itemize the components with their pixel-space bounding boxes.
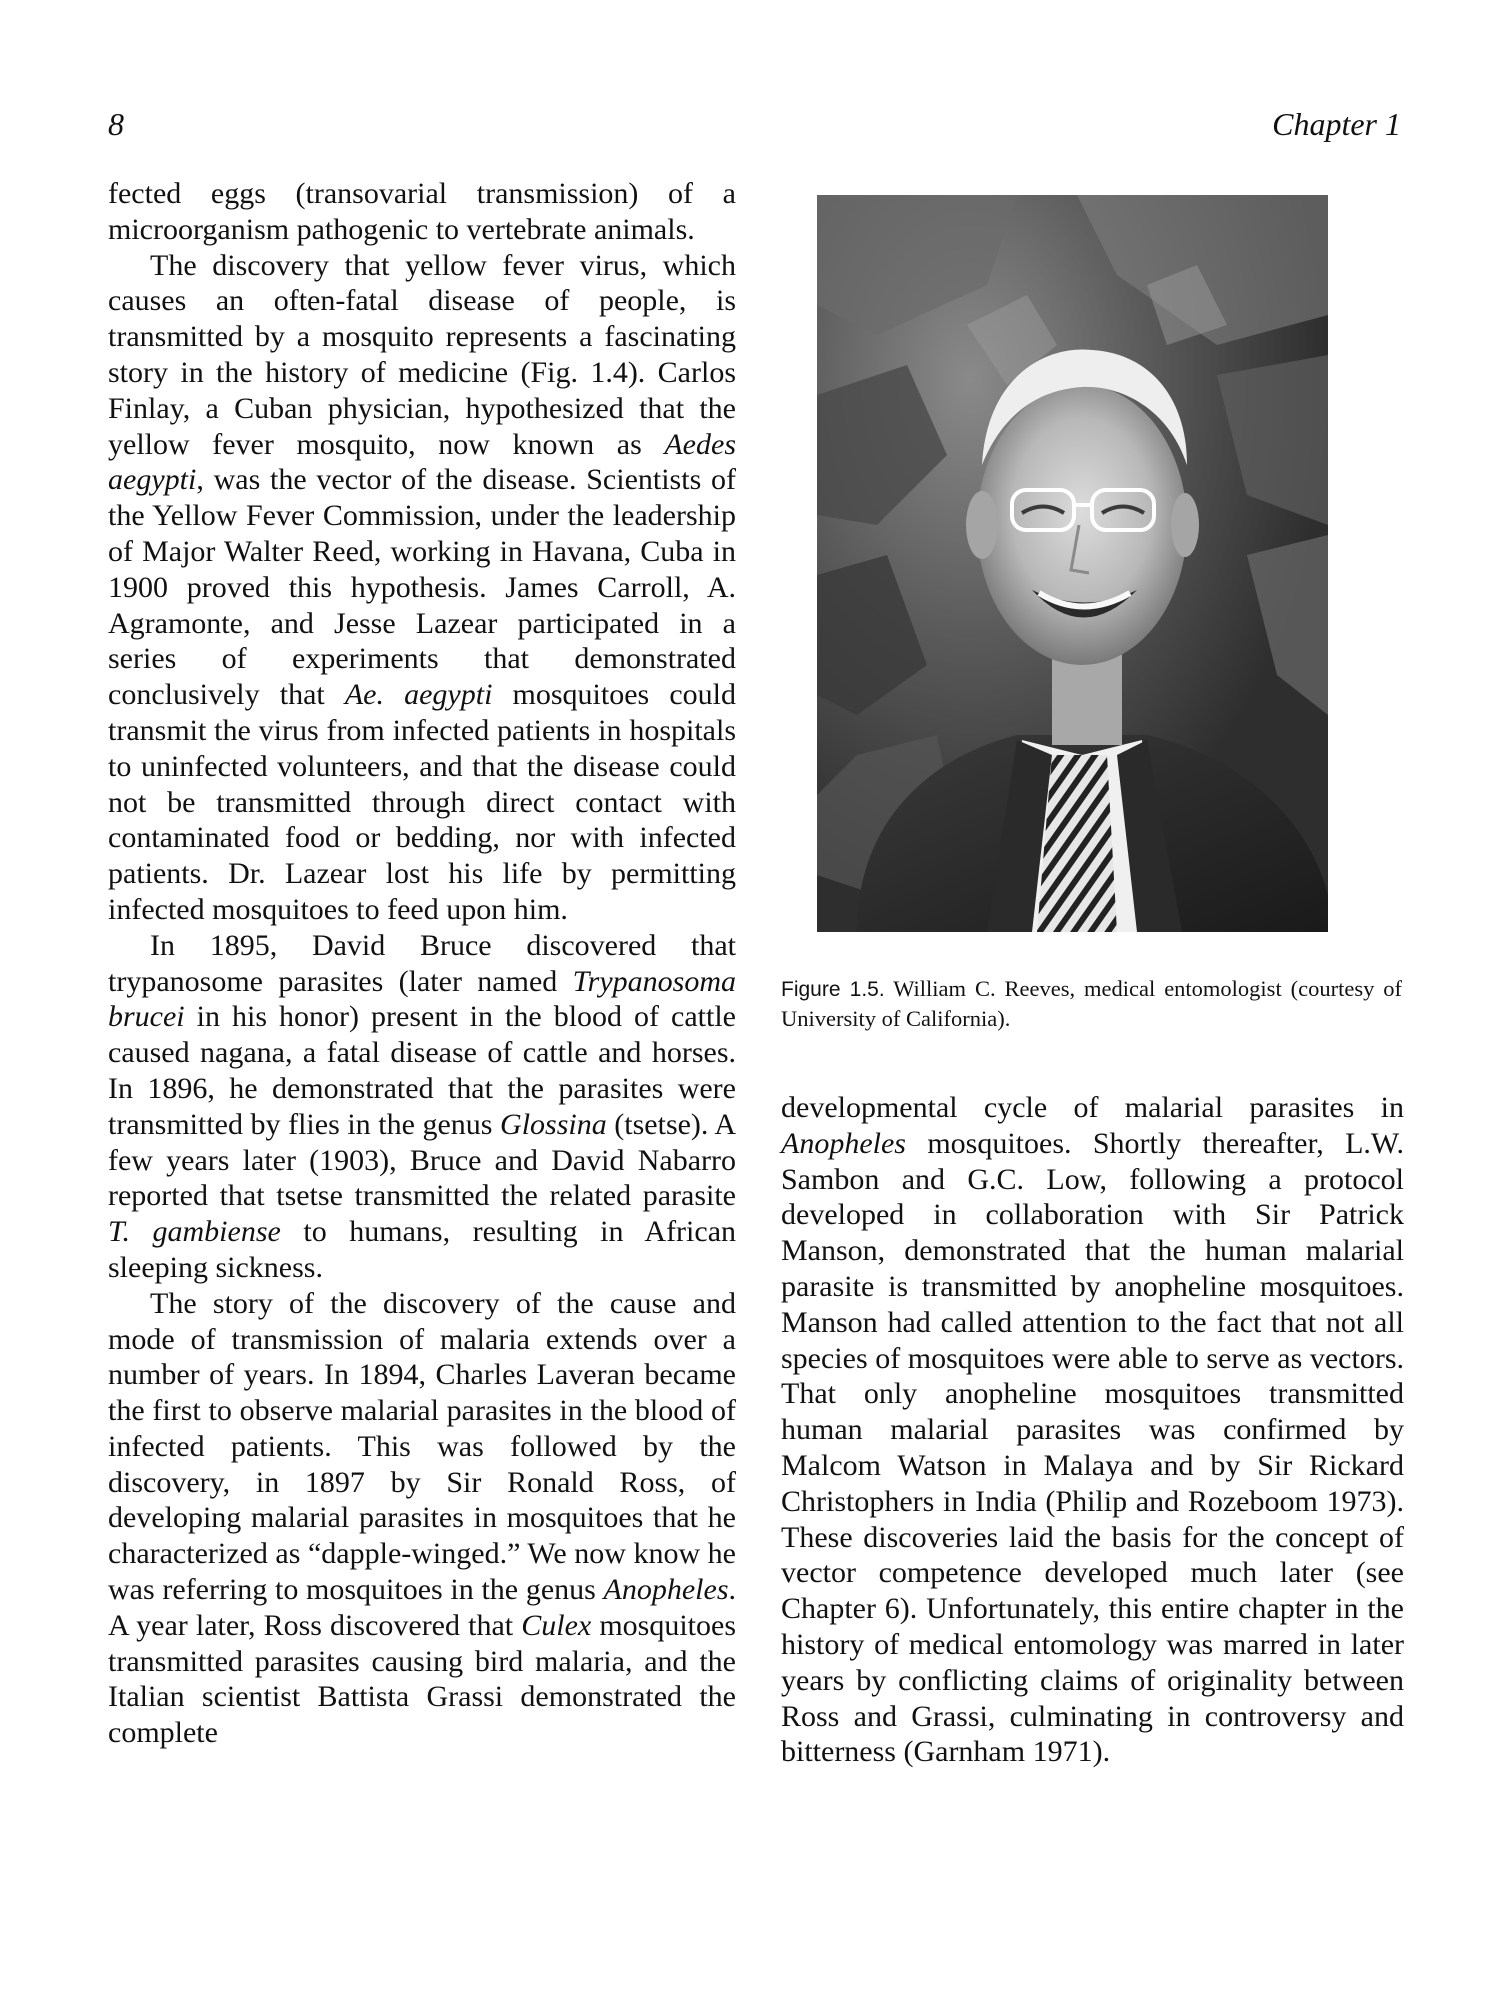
italic-term: Aedes aegypti xyxy=(108,427,736,497)
figure-caption xyxy=(781,974,1402,1033)
page-number: 8 xyxy=(108,106,124,142)
running-header xyxy=(108,104,1401,144)
paragraph xyxy=(781,1090,1404,1770)
text-run: fected eggs (transovarial transmission) of a microorganism pathogenic to vertebrate animals. xyxy=(108,177,736,246)
italic-term: Glossina xyxy=(500,1107,607,1141)
chapter-title: Chapter 1 xyxy=(1272,106,1401,142)
text-run: mosquitoes. Shortly thereafter, L.W. Sambon and G.C. Low, following a protocol developed in collaboration with Sir Patrick Manson, demonstrated that the human malarial parasite is transmitted by anopheline mosquitoes. Manson had called attention to the fact that not all species of mosquitoes were able to serve as vectors. That only anopheline mosquitoes transmitted human malarial parasites was confirmed by Malcom Watson in Malaya and by Sir Rickard Christophers in India (Philip and Rozeboom 1973). These discoveries laid the basis for the concept of vector competence developed much later (see Chapter 6). Unfortunately, this entire chapter in the history of medical entomology was marred in later years by conflicting claims of originality between Ross and Grassi, culminating in controversy and bitterness (Garnham 1971). xyxy=(781,1126,1404,1769)
text-run: In 1895, David Bruce discovered that trypanosome parasites (later named xyxy=(108,928,736,998)
text-run: (tsetse). A few years later (1903), Bruce and David Nabarro reported that tsetse transmitted the related parasite xyxy=(108,1107,736,1213)
text-run: . A year later, Ross discovered that xyxy=(108,1573,736,1642)
italic-term: Anopheles xyxy=(781,1126,906,1160)
portrait-photo xyxy=(817,195,1328,932)
italic-term: T. gambiense xyxy=(108,1215,281,1249)
text-run: mosquitoes transmitted parasites causing bird malaria, and the Italian scientist Battista Grassi demonstrated the complete xyxy=(108,1608,737,1750)
text-run: The discovery that yellow fever virus, which causes an often-fatal disease of people, is transmitted by a mosquito represents a fascinating story in the history of medicine (Fig. 1.4). Carlos Finlay, a Cuban physician, hypothesized that the yellow fever mosquito, now known as xyxy=(108,248,736,461)
left-column xyxy=(108,176,736,1751)
text-run: in his honor) present in the blood of cattle caused nagana, a fatal disease of cattle and horses. In 1896, he demonstrated that the parasites were transmitted by flies in the genus xyxy=(108,1000,736,1141)
portrait-image xyxy=(817,195,1328,932)
paragraph xyxy=(108,1286,736,1751)
paragraph xyxy=(108,928,736,1286)
figure-label: Figure 1.5. xyxy=(781,978,885,1001)
text-run: , was the vector of the disease. Scientists of the Yellow Fever Commission, under the leadership of Major Walter Reed, working in Havana, Cuba in 1900 proved this hypothesis. James Carroll, A. Agramonte, and Jesse Lazear participated in a series of experiments that demonstrated conclusively that xyxy=(108,463,736,712)
italic-term: Ae. aegypti xyxy=(344,678,493,712)
paragraph xyxy=(108,248,736,928)
italic-term: Anopheles xyxy=(603,1573,729,1607)
text-run: developmental cycle of malarial parasites in xyxy=(781,1091,1404,1124)
text-run: mosquitoes could transmit the virus from infected patients in hospitals to uninfected volunteers, and that the disease could not be transmitted through direct contact with contaminated food or bedding, nor with infected patients. Dr. Lazear lost his life by permitting infected mosquitoes to feed upon him. xyxy=(108,678,736,926)
figure-caption-text: William C. Reeves, medical entomologist (courtesy of University of California). xyxy=(781,976,1403,1031)
italic-term: Trypanosoma brucei xyxy=(108,964,736,1034)
text-run: The story of the discovery of the cause and mode of transmission of malaria extends over a number of years. In 1894, Charles Laveran became the first to observe malarial parasites in the blood of infected patients. This was followed by the discovery, in 1897 by Sir Ronald Ross, of developing malarial parasites in mosquitoes that he characterized as “dapple-winged.” We now know he was referring to mosquitoes in the genus xyxy=(108,1286,736,1607)
text-run: to humans, resulting in African sleeping sickness. xyxy=(108,1215,737,1284)
italic-term: Culex xyxy=(521,1608,592,1642)
right-column xyxy=(781,1090,1404,1770)
paragraph xyxy=(108,176,736,248)
